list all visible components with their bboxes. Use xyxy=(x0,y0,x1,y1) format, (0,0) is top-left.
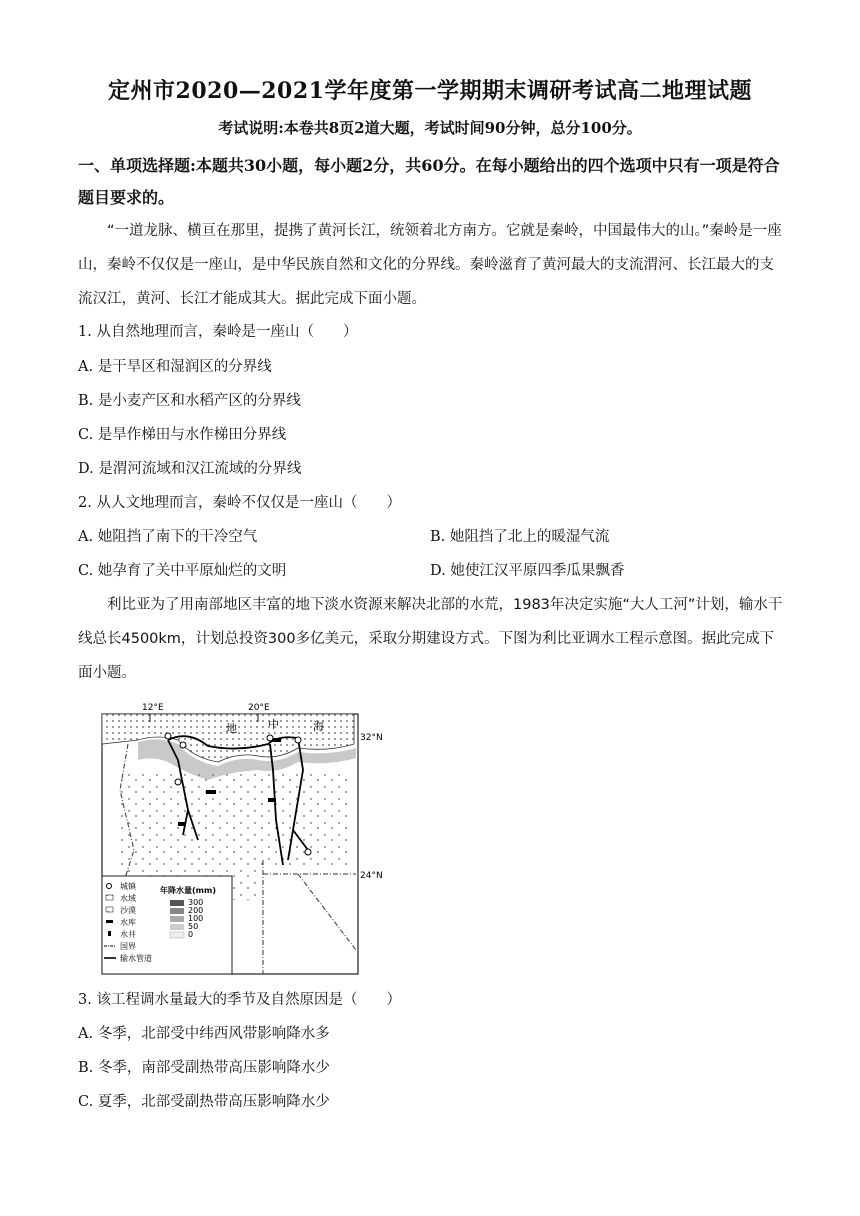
legend-reservoir: 水库 xyxy=(120,918,136,927)
question-1-option-b[interactable]: B. 是小麦产区和水稻产区的分界线 xyxy=(78,393,301,409)
question-1-option-d[interactable]: D. 是渭河流域和汉江流域的分界线 xyxy=(78,461,302,477)
question-1-option-c[interactable]: C. 是旱作梯田与水作梯田分界线 xyxy=(78,427,287,443)
question-2-option-d[interactable]: D. 她使江汉平原四季瓜果飘香 xyxy=(430,563,625,579)
legend-precip-100: 100 xyxy=(188,914,204,923)
passage-qinling: “一道龙脉、横亘在那里，提携了黄河长江，统领着北方南方。它就是秦岭，中国最伟大的山。”秦岭是一座山，秦岭不仅仅是一座山，是中华民族自然和文化的分界线。秦岭滋育了黄河最大的支流渭河、长江最大的支流汉江，黄河、长江才能成其大。据此完成下面小题。 xyxy=(78,223,782,307)
page-title: 定州市2020—2021学年度第一学期期末调研考试高二地理试题 xyxy=(108,78,752,104)
question-2-option-b[interactable]: B. 她阻挡了北上的暖湿气流 xyxy=(430,529,610,545)
legend-precip-300: 300 xyxy=(188,898,204,907)
lat-label-32n: 32°N xyxy=(360,733,383,743)
legend-water: 水域 xyxy=(120,894,136,903)
question-3-stem: 3. 该工程调水量最大的季节及自然原因是（ ） xyxy=(78,992,401,1008)
question-1-stem: 1. 从自然地理而言，秦岭是一座山（ ） xyxy=(78,324,358,340)
legend-border: 国界 xyxy=(120,942,136,951)
question-3-option-a[interactable]: A. 冬季，北部受中纬西风带影响降水多 xyxy=(78,1026,330,1042)
sea-label-2: 中 xyxy=(268,718,279,731)
question-1-option-a[interactable]: A. 是干旱区和湿润区的分界线 xyxy=(78,359,272,375)
sea-label-3: 海 xyxy=(313,720,324,733)
exam-note: 考试说明:本卷共8页2道大题，考试时间90分钟，总分100分。 xyxy=(218,119,642,137)
legend-pipeline: 输水管道 xyxy=(120,954,152,963)
legend-precip-200: 200 xyxy=(188,906,204,915)
question-2-option-c[interactable]: C. 她孕育了关中平原灿烂的文明 xyxy=(78,563,287,579)
passage-libya: 利比亚为了用南部地区丰富的地下淡水资源来解决北部的水荒，1983年决定实施“大人工河”计划，输水干线总长4500km，计划总投资300多亿美元，采取分期建设方式。下图为利比亚调水工程示意图。据此完成下面小题。 xyxy=(78,597,783,681)
question-3-option-b[interactable]: B. 冬季，南部受副热带高压影响降水少 xyxy=(78,1060,330,1076)
legend-desert: 沙漠 xyxy=(120,906,136,915)
lon-label-12e: 12°E xyxy=(142,703,164,713)
legend-town: 城镇 xyxy=(120,882,136,891)
section-heading: 一、单项选择题:本题共30小题，每小题2分，共60分。在每小题给出的四个选项中只有一项是符合题目要求的。 xyxy=(78,156,780,207)
question-3-option-c[interactable]: C. 夏季，北部受副热带高压影响降水少 xyxy=(78,1094,330,1110)
legend-precip-0: 0 xyxy=(188,930,194,939)
legend-well: 水井 xyxy=(120,930,136,939)
legend-precip-title: 年降水量(mm) xyxy=(160,886,216,895)
lon-label-20e: 20°E xyxy=(248,703,270,713)
question-2-stem: 2. 从人文地理而言，秦岭不仅仅是一座山（ ） xyxy=(78,495,401,511)
lat-label-24n: 24°N xyxy=(360,871,383,881)
libya-water-project-map xyxy=(98,700,398,980)
legend-precip-50: 50 xyxy=(188,922,199,931)
sea-label-1: 地 xyxy=(226,722,237,735)
question-2-option-a[interactable]: A. 她阻挡了南下的干冷空气 xyxy=(78,529,258,545)
